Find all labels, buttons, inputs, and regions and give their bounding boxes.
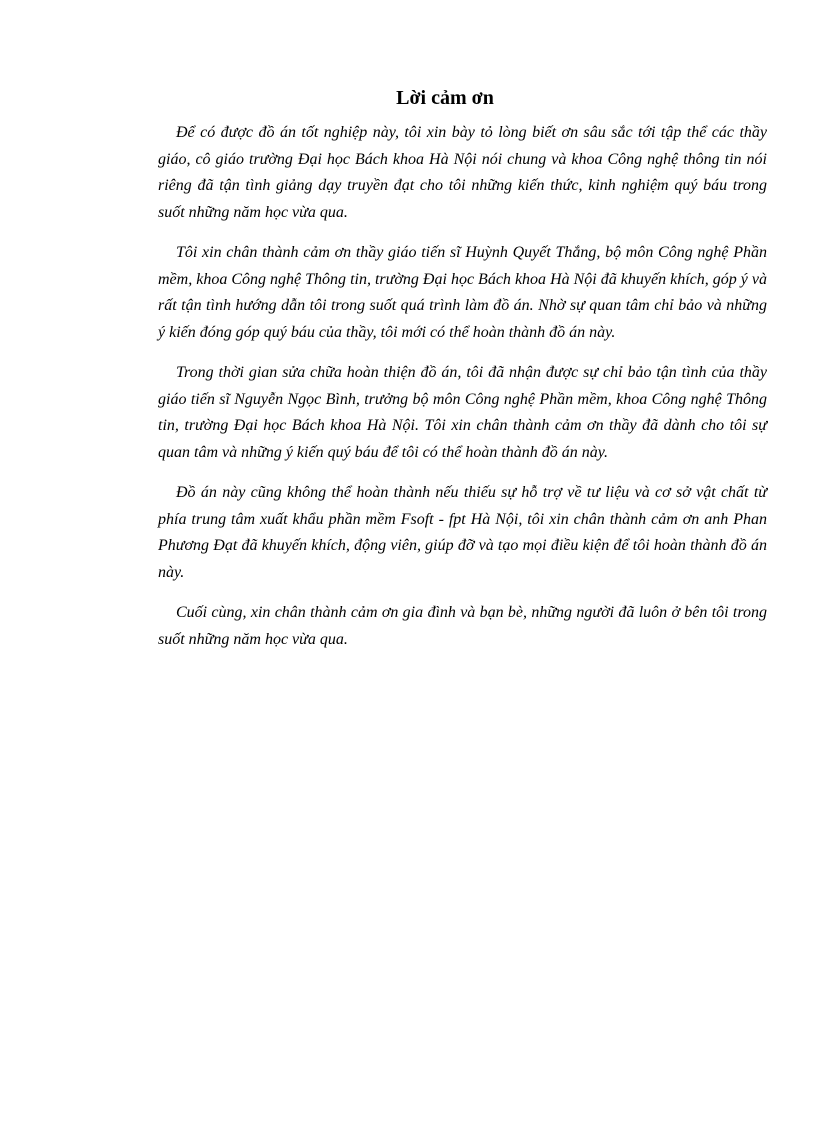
paragraph-3: Trong thời gian sửa chữa hoàn thiện đồ án, tôi đã nhận được sự chỉ bảo tận tình của thầy giáo tiến sĩ Nguyễn Ngọc Bình, trưởng bộ môn Công nghệ Phần mềm, khoa Công nghệ Thông tin, trường Đại học Bách khoa Hà Nội. Tôi xin chân thành cảm ơn thầy đã dành cho tôi sự quan tâm và những ý kiến quý báu để tôi có thể hoàn thành đồ án này. <box>158 364 767 461</box>
paragraph-4: Đồ án này cũng không thể hoàn thành nếu thiếu sự hỗ trợ về tư liệu và cơ sở vật chất từ phía trung tâm xuất khẩu phần mềm Fsoft - fpt Hà Nội, tôi xin chân thành cảm ơn anh Phan Phương Đạt đã khuyến khích, động viên, giúp đỡ và tạo mọi điều kiện để tôi hoàn thành đồ án này. <box>158 484 767 581</box>
paragraph-1: Để có được đồ án tốt nghiệp này, tôi xin bày tỏ lòng biết ơn sâu sắc tới tập thể các thầy giáo, cô giáo trường Đại học Bách khoa Hà Nội nói chung và khoa Công nghệ thông tin nói riêng đã tận tình giảng dạy truyền đạt cho tôi những kiến thức, kinh nghiệm quý báu trong suốt những năm học vừa qua. <box>158 124 767 221</box>
acknowledgement-body <box>158 120 767 667</box>
paragraph-5: Cuối cùng, xin chân thành cảm ơn gia đình và bạn bè, những người đã luôn ở bên tôi trong suốt những năm học vừa qua. <box>158 604 767 648</box>
page-title: Lời cảm ơn <box>396 87 494 109</box>
paragraph-2: Tôi xin chân thành cảm ơn thầy giáo tiến sĩ Huỳnh Quyết Thắng, bộ môn Công nghệ Phần mềm, khoa Công nghệ Thông tin, trường Đại học Bách khoa Hà Nội đã khuyến khích, góp ý và rất tận tình hướng dẫn tôi trong suốt quá trình làm đồ án. Nhờ sự quan tâm chỉ bảo và những ý kiến đóng góp quý báu của thầy, tôi mới có thể hoàn thành đồ án này. <box>158 244 767 341</box>
